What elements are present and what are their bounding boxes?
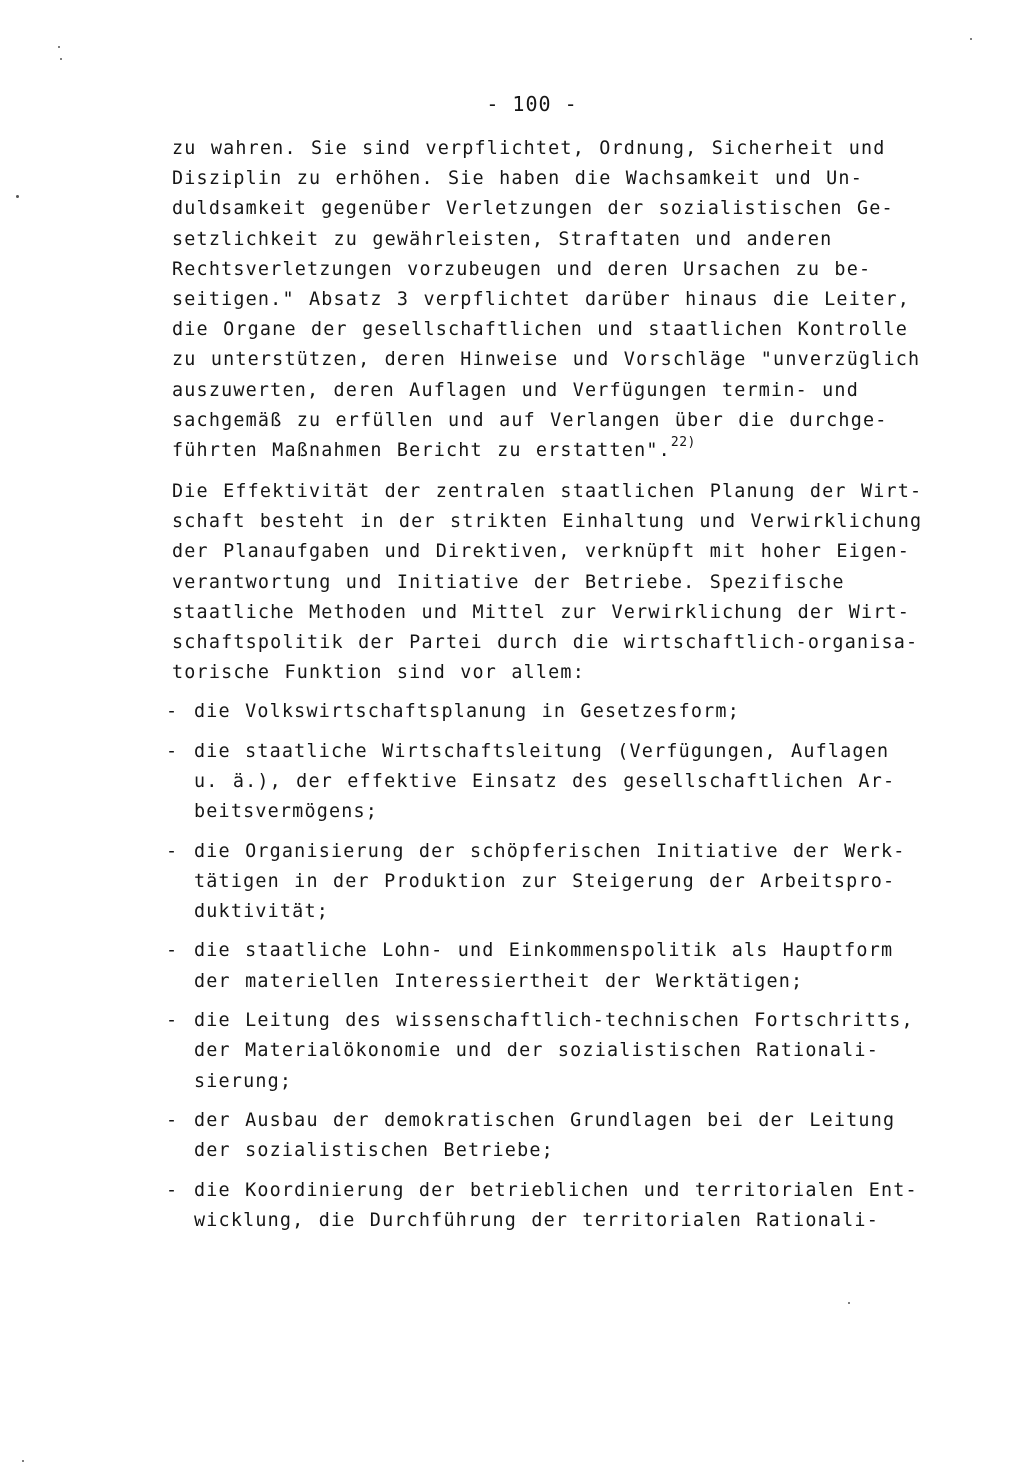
text-line: duktivität;	[194, 900, 329, 922]
dash-bullet: -	[166, 1179, 179, 1201]
list-item	[166, 837, 906, 928]
footnote-reference[interactable]: 22)	[670, 434, 696, 450]
text-line: Rechtsverletzungen vorzubeugen und deren Ursachen zu be-	[172, 258, 872, 280]
text-line: schaftspolitik der Partei durch die wirtschaftlich-organisa-	[172, 631, 919, 653]
text-line: wicklung, die Durchführung der territorialen Rationali-	[194, 1210, 879, 1232]
paragraph-effektivitaet	[172, 477, 923, 688]
text-line: die staatliche Wirtschaftsleitung (Verfügungen, Auflagen	[194, 740, 890, 762]
text-line: Disziplin zu erhöhen. Sie haben die Wachsamkeit und Un-	[172, 168, 863, 190]
scan-speck	[848, 1302, 850, 1304]
text-line: die staatliche Lohn- und Einkommenspolitik als Hauptform	[194, 940, 894, 962]
page-number: - 100 -	[486, 92, 578, 116]
scan-speck	[16, 195, 19, 198]
text-line: tätigen in der Produktion zur Steigerung der Arbeitspro-	[194, 870, 896, 892]
text-line-last	[172, 436, 892, 466]
list-item	[166, 936, 906, 996]
list-item	[166, 1106, 906, 1166]
list-item	[166, 1006, 914, 1097]
text-line: sachgemäß zu erfüllen und auf Verlangen über die durchge-	[172, 409, 888, 431]
text-line: torische Funktion sind vor allem:	[172, 662, 585, 684]
text-line: auszuwerten, deren Auflagen und Verfügungen termin- und	[172, 379, 859, 401]
text-line: u. ä.), der effektive Einsatz des gesellschaftlichen Ar-	[194, 770, 896, 792]
text-line: duldsamkeit gegenüber Verletzungen der sozialistischen Ge-	[172, 198, 894, 220]
text-line: die Koordinierung der betrieblichen und territorialen Ent-	[194, 1179, 918, 1201]
dash-bullet: -	[166, 1010, 179, 1032]
text-line: staatliche Methoden und Mittel zur Verwirklichung der Wirt-	[172, 601, 911, 623]
list-item	[166, 1176, 918, 1236]
text-line: setzlichkeit zu gewährleisten, Straftaten und anderen	[172, 228, 833, 250]
text-line: die Leitung des wissenschaftlich-technischen Fortschritts,	[194, 1010, 914, 1032]
text-line: der sozialistischen Betriebe;	[194, 1140, 554, 1162]
text-line: die Organisierung der schöpferischen Initiative der Werk-	[194, 840, 906, 862]
text-line: die Volkswirtschaftsplanung in Gesetzesform;	[194, 701, 740, 722]
list-item	[166, 697, 906, 727]
dash-bullet: -	[166, 1110, 179, 1132]
text-line: verantwortung und Initiative der Betriebe. Spezifische	[172, 571, 845, 593]
text-line: die Organe der gesellschaftlichen und staatlichen Kontrolle	[172, 319, 909, 341]
dash-bullet: -	[166, 940, 179, 962]
scan-speck	[970, 38, 972, 40]
dash-bullet: -	[166, 840, 179, 862]
scan-speck	[60, 58, 62, 60]
paragraph-continuation	[172, 134, 921, 466]
text-line: der Materialökonomie und der sozialistischen Rationali-	[194, 1040, 879, 1062]
text-line: sierung;	[194, 1070, 293, 1092]
text-line: zu unterstützen, deren Hinweise und Vorschläge "unverzüglich	[172, 349, 921, 371]
text-line: zu wahren. Sie sind verpflichtet, Ordnung, Sicherheit und	[172, 138, 886, 159]
text-line: seitigen." Absatz 3 verpflichtet darüber hinaus die Leiter,	[172, 288, 911, 310]
text-line: der Ausbau der demokratischen Grundlagen bei der Leitung	[194, 1110, 896, 1132]
dash-bullet: -	[166, 701, 179, 722]
list-item	[166, 737, 906, 828]
text-line: schaft besteht in der strikten Einhaltung und Verwirklichung	[172, 511, 923, 533]
text-line: Die Effektivität der zentralen staatlichen Planung der Wirt-	[172, 481, 923, 502]
dash-bullet: -	[166, 740, 179, 762]
text-line-content: führten Maßnahmen Bericht zu erstatten".	[172, 439, 671, 461]
methods-list	[166, 697, 918, 1246]
text-line: der materiellen Interessiertheit der Werktätigen;	[194, 970, 804, 992]
text-line: beitsvermögens;	[194, 800, 379, 822]
text-line: der Planaufgaben und Direktiven, verknüpft mit hoher Eigen-	[172, 541, 911, 563]
scan-speck	[58, 46, 60, 48]
scan-speck	[22, 1460, 24, 1462]
